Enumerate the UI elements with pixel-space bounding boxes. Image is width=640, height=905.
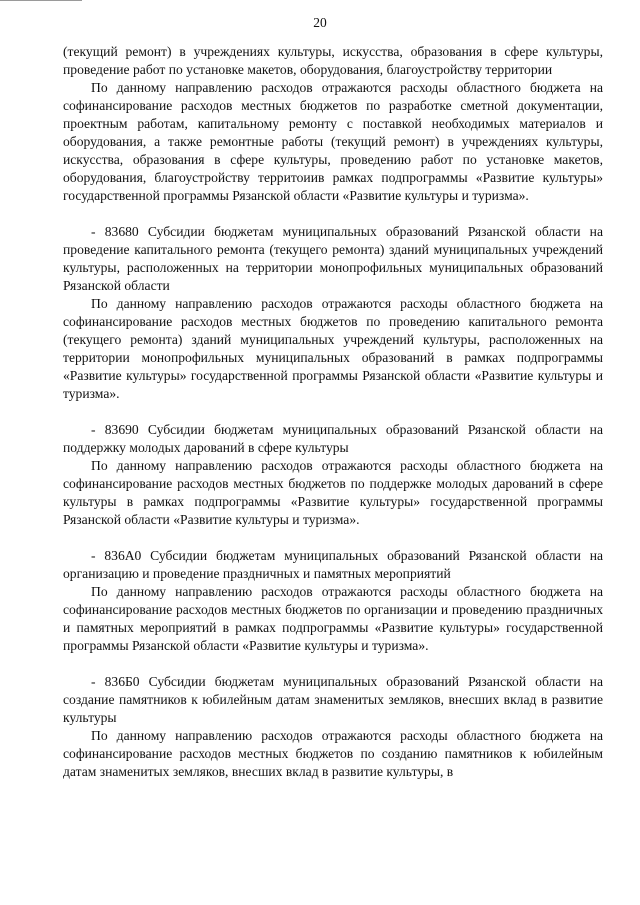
- paragraph-description: По данному направлению расходов отражаются расходы областного бюджета на софинансирование расходов местных бюджетов по поддержке молодых дарований в сфере культуры в рамках подпрограммы «Развитие культуры» государственной программы Рязанской области «Развитие культуры и туризма».: [63, 458, 603, 527]
- top-edge-rule: [0, 0, 82, 1]
- paragraph-description: По данному направлению расходов отражаются расходы областного бюджета на софинансирование расходов местных бюджетов по разработке сметной документации, проектным работам, капитальному ремонту с поставкой необходимых материалов и оборудования, а также ремонтные работы (текущий ремонт) в учреждениях культуры, искусства, образования в сфере культуры, проведению работ по установке макетов, оборудования, благоустройству территоиив рамках подпрограммы «Развитие культуры» государственной программы Рязанской области «Развитие культуры и туризма».: [63, 80, 603, 203]
- paragraph-description: По данному направлению расходов отражаются расходы областного бюджета на софинансирование расходов местных бюджетов по организации и проведению праздничных и памятных мероприятий в рамках подпрограммы «Развитие культуры» государственной программы Рязанской области «Развитие культуры и туризма».: [63, 584, 603, 653]
- paragraph-continuation: (текущий ремонт) в учреждениях культуры, искусства, образования в сфере культуры, проведение работ по установке макетов, оборудования, благоустройству территории: [63, 44, 603, 77]
- paragraph-description: По данному направлению расходов отражаются расходы областного бюджета на софинансирование расходов местных бюджетов по проведению капитального ремонта (текущего ремонта) зданий муниципальных учреждений культуры, расположенных на территории монопрофильных муниципальных образований в рамках подпрограммы «Развитие культуры» государственной программы Рязанской области «Развитие культуры и туризма».: [63, 296, 603, 401]
- page-number: 20: [313, 15, 327, 30]
- expense-item-836A0: - 836А0 Субсидии бюджетам муниципальных образований Рязанской области на организацию и проведение праздничных и памятных мероприятий: [63, 548, 603, 581]
- expense-item-83680: - 83680 Субсидии бюджетам муниципальных образований Рязанской области на проведение капитального ремонта (текущего ремонта) зданий муниципальных учреждений культуры, расположенных на территории монопрофильных муниципальных образований Рязанской области: [63, 224, 603, 293]
- expense-item-83690: - 83690 Субсидии бюджетам муниципальных образований Рязанской области на поддержку молодых дарований в сфере культуры: [63, 422, 603, 455]
- paragraph-description: По данному направлению расходов отражаются расходы областного бюджета на софинансирование расходов местных бюджетов по созданию памятников к юбилейным датам знаменитых земляков, внесших вклад в развитие культуры, в: [63, 728, 603, 779]
- expense-item-836B0: - 836Б0 Субсидии бюджетам муниципальных образований Рязанской области на создание памятников к юбилейным датам знаменитых земляков, внесших вклад в развитие культуры: [63, 674, 603, 725]
- document-body: [63, 43, 603, 781]
